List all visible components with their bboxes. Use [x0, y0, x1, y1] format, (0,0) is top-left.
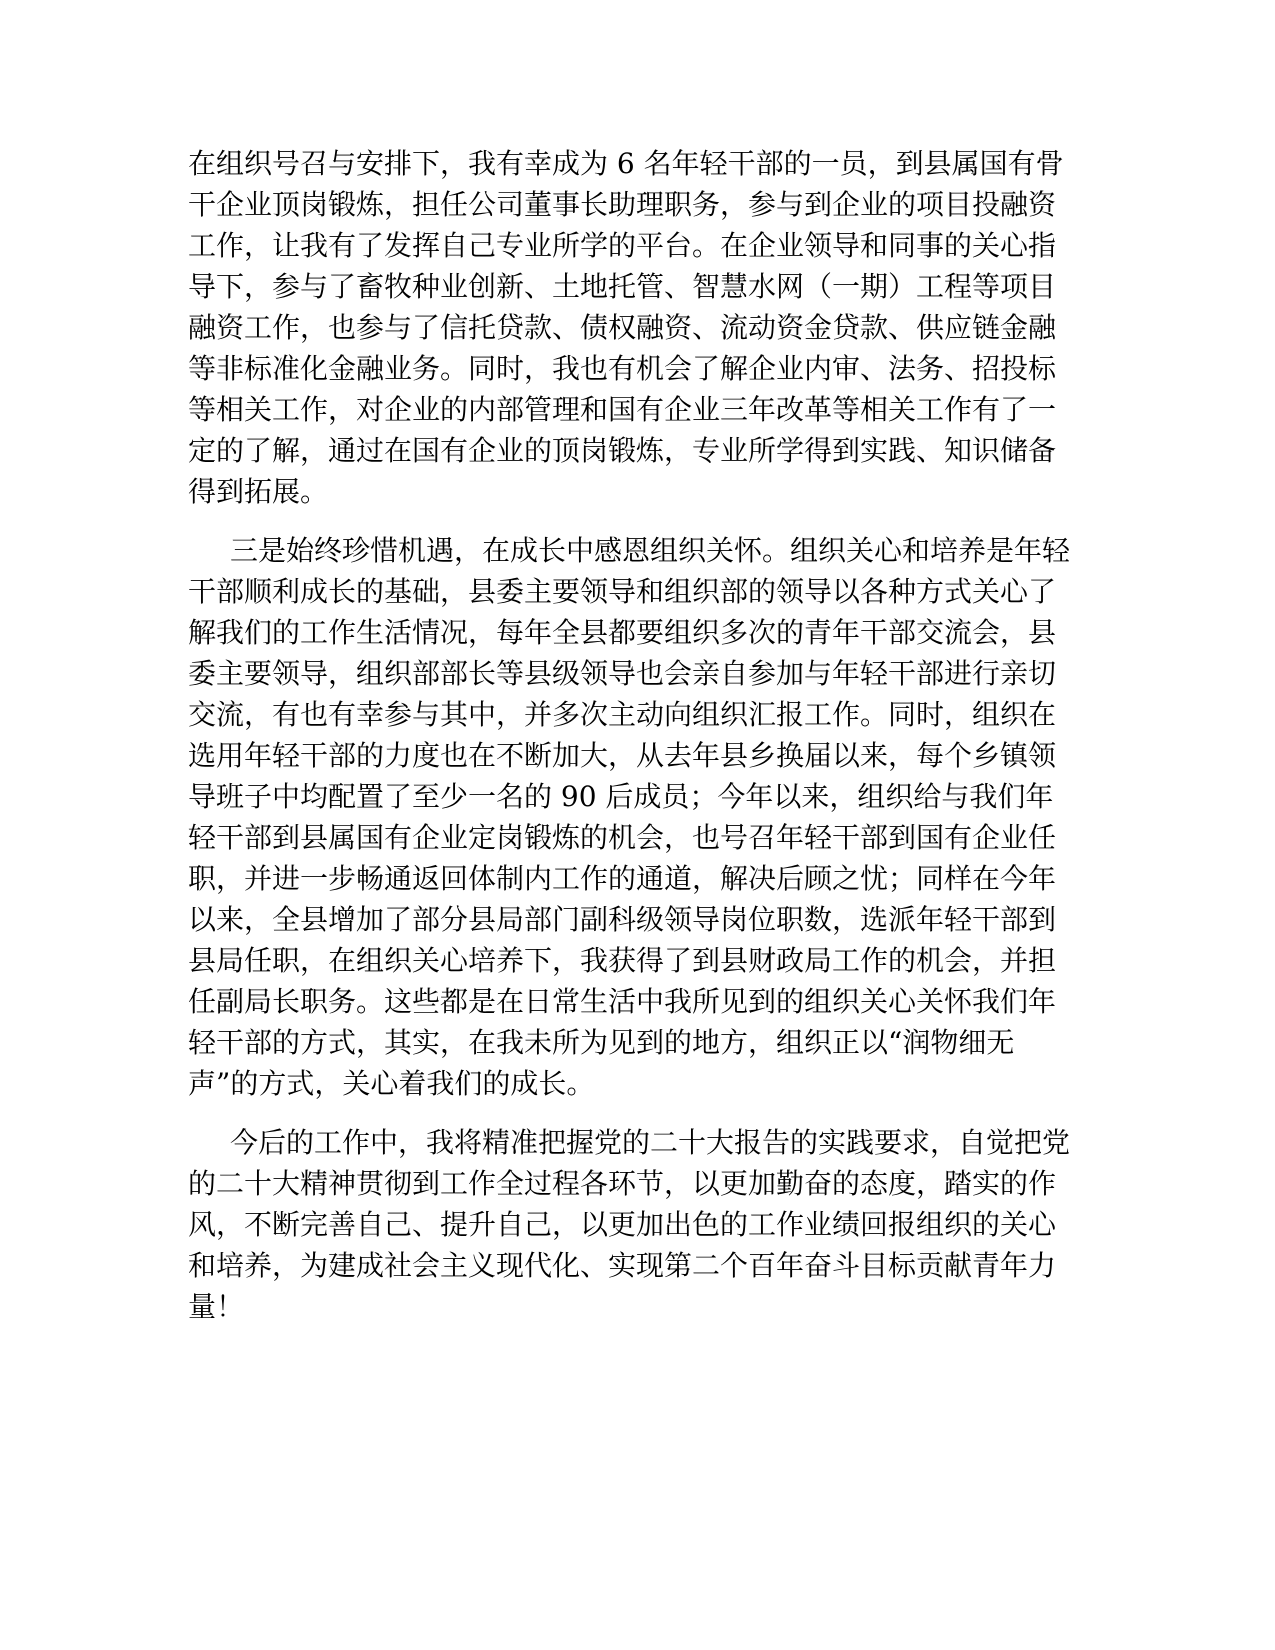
paragraph-1: 在组织号召与安排下，我有幸成为 6 名年轻干部的一员，到县属国有骨干企业顶岗锻炼，担任公司董事长助理职务，参与到企业的项目投融资工作，让我有了发挥自己专业所学的平台。在企业领导和同事的关心指导下，参与了畜牧种业创新、土地托管、智慧水网（一期）工程等项目融资工作，也参与了信托贷款、债权融资、流动资金贷款、供应链金融等非标准化金融业务。同时，我也有机会了解企业内审、法务、招投标等相关工作，对企业的内部管理和国有企业三年改革等相关工作有了一定的了解，通过在国有企业的顶岗锻炼，专业所学得到实践、知识储备得到拓展。 [188, 147, 1064, 508]
document-body [188, 143, 1078, 1327]
paragraph-3: 今后的工作中，我将精准把握党的二十大报告的实践要求，自觉把党的二十大精神贯彻到工作全过程各环节，以更加勤奋的态度，踏实的作风，不断完善自己、提升自己，以更加出色的工作业绩回报组织的关心和培养，为建成社会主义现代化、实现第二个百年奋斗目标贡献青年力量！ [188, 1126, 1071, 1323]
paragraph-2: 三是始终珍惜机遇，在成长中感恩组织关怀。组织关心和培养是年轻干部顺利成长的基础，县委主要领导和组织部的领导以各种方式关心了解我们的工作生活情况，每年全县都要组织多次的青年干部交流会，县委主要领导，组织部部长等县级领导也会亲自参加与年轻干部进行亲切交流，有也有幸参与其中，并多次主动向组织汇报工作。同时，组织在选用年轻干部的力度也在不断加大，从去年县乡换届以来，每个乡镇领导班子中均配置了至少一名的 90 后成员；今年以来，组织给与我们年轻干部到县属国有企业定岗锻炼的机会，也号召年轻干部到国有企业任职，并进一步畅通返回体制内工作的通道，解决后顾之忧；同样在今年以来，全县增加了部分县局部门副科级领导岗位职数，选派年轻干部到县局任职，在组织关心培养下，我获得了到县财政局工作的机会，并担任副局长职务。这些都是在日常生活中我所见到的组织关心关怀我们年轻干部的方式，其实，在我未所为见到的地方，组织正以“润物细无声”的方式，关心着我们的成长。 [188, 534, 1071, 1100]
